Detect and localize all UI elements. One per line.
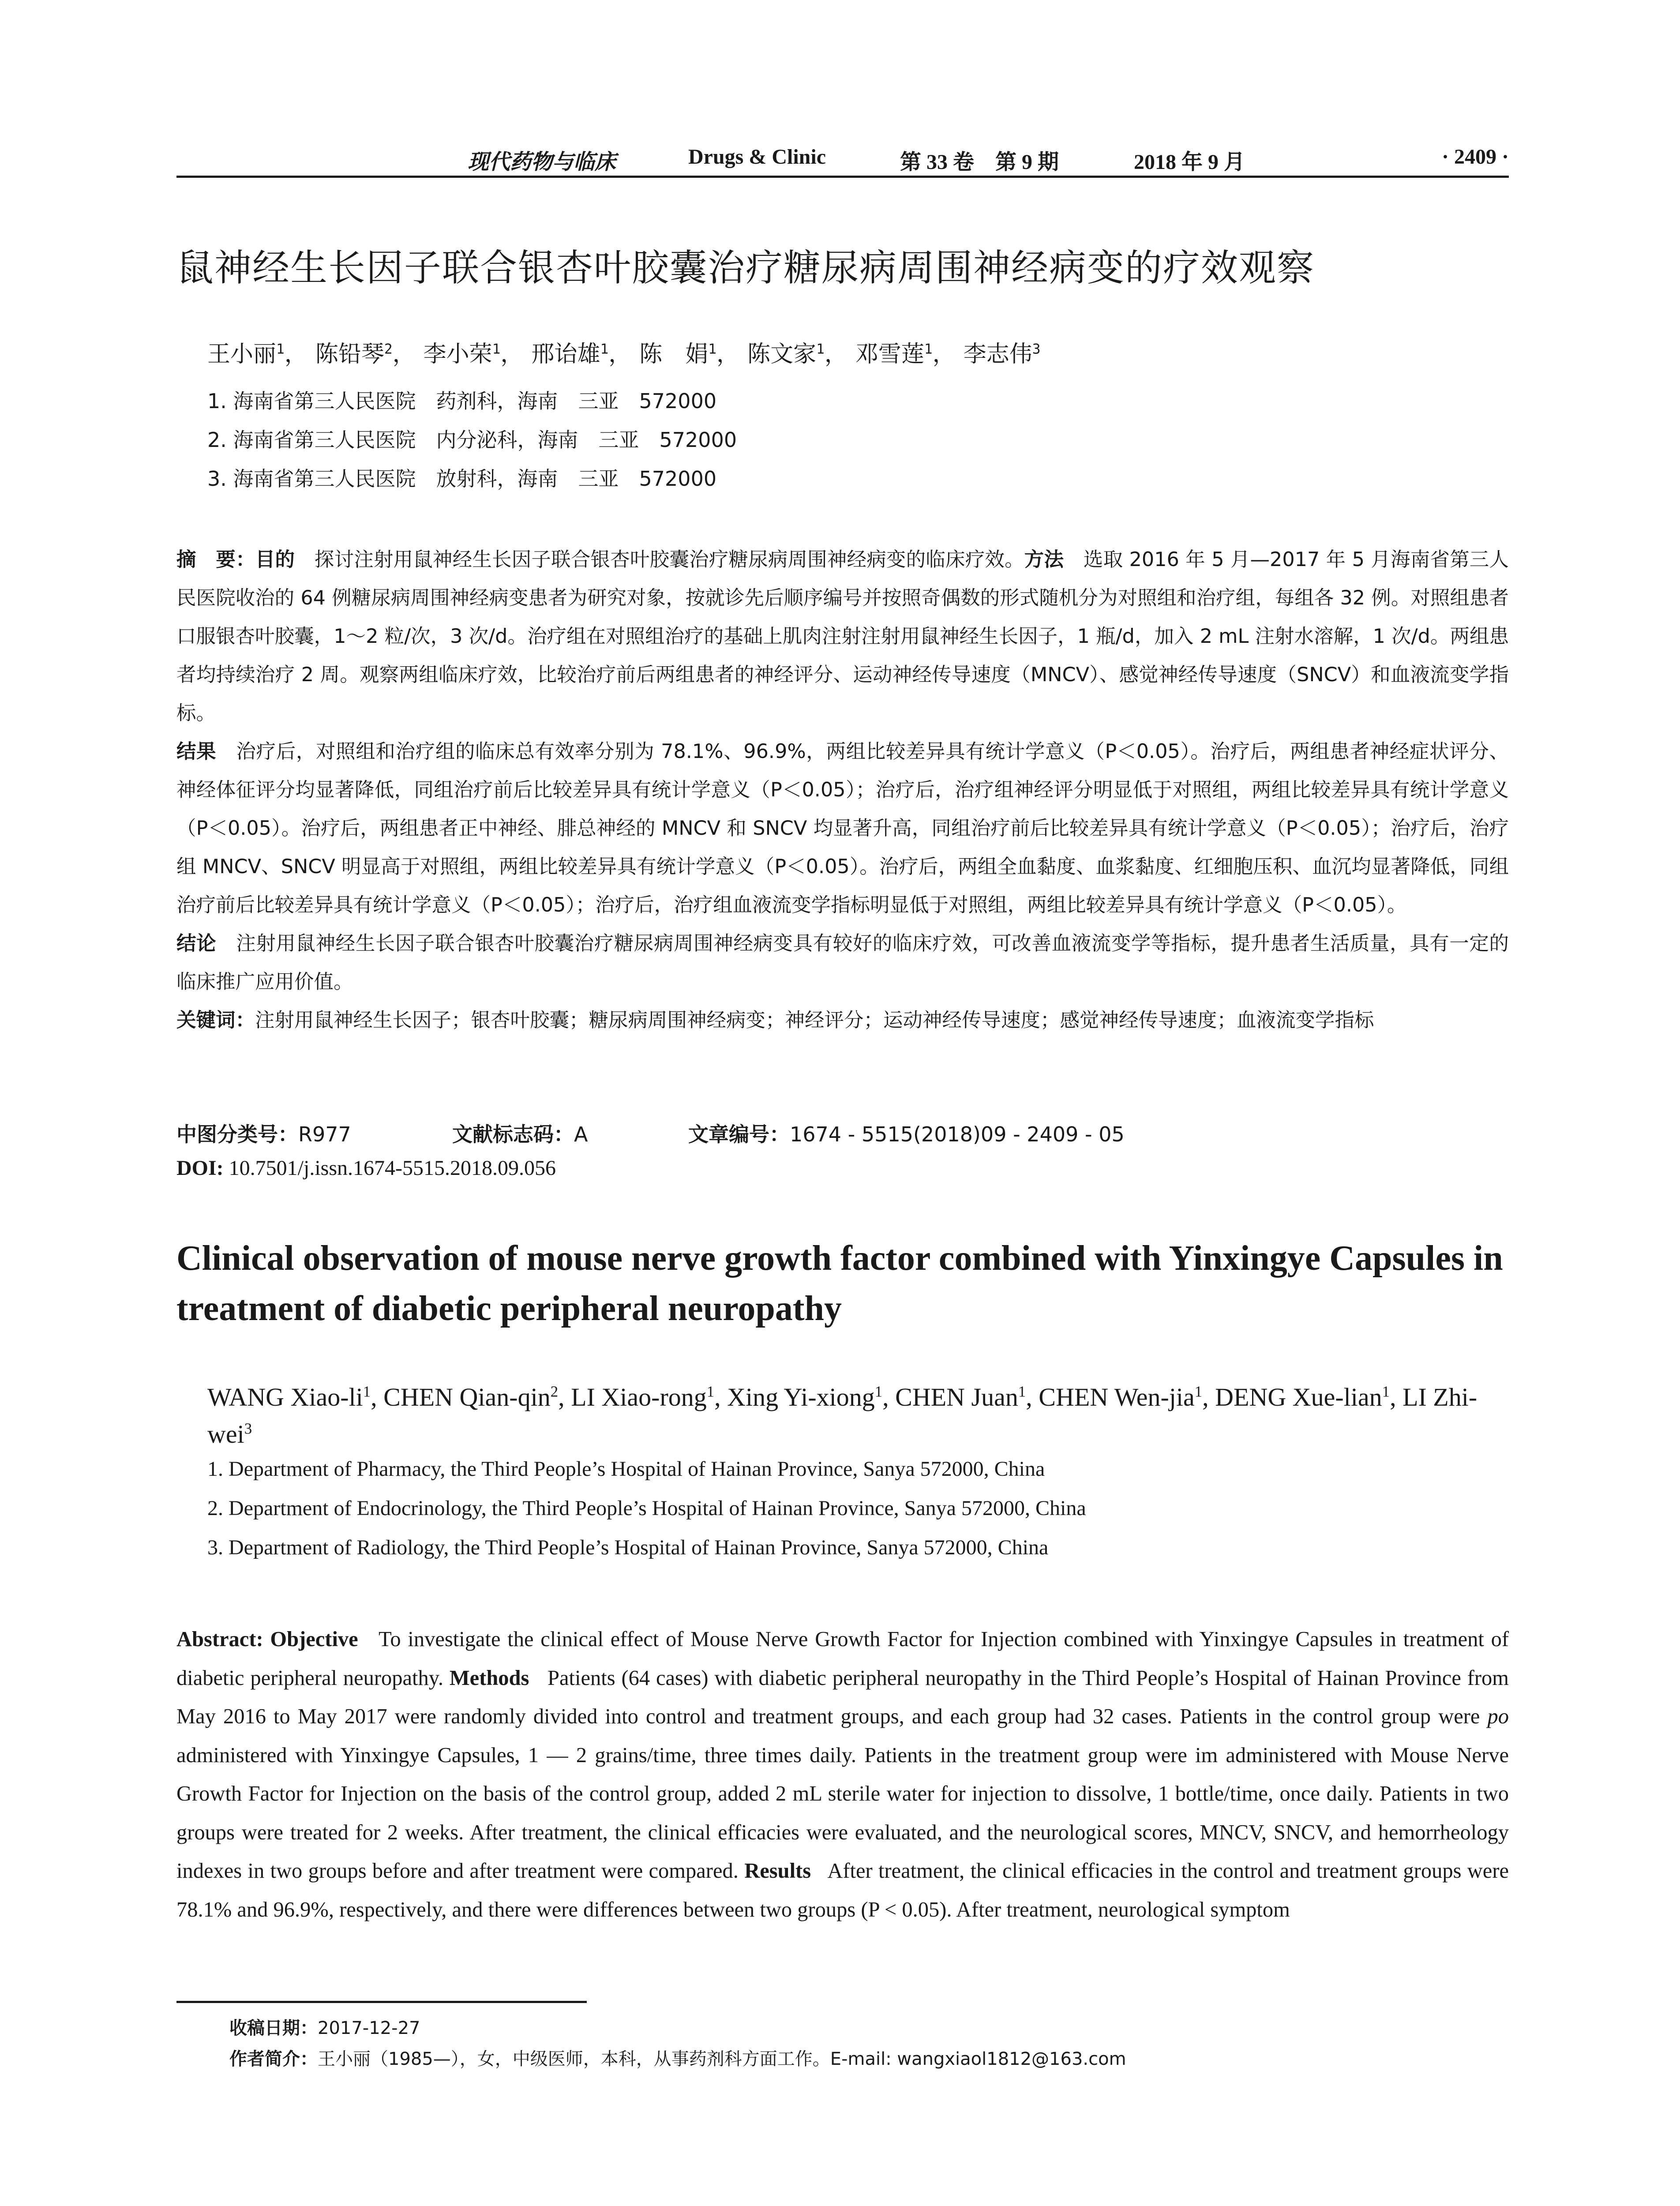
cn-results-paragraph [176,732,1509,924]
cn-methods-label: 方法 [1024,548,1064,571]
issue-date: 2018 年 9 月 [1134,150,1245,174]
article-number: 文章编号：1674 - 5515(2018)09 - 2409 - 05 [688,1122,1125,1146]
en-objective-label: Objective [270,1628,358,1651]
en-results-text: After treatment, the clinical efficacies in the control and treatment groups were 78.1% and 96.9%, respectively, and there were differences between two groups (P < 0.05). After treatment, neurological symptom [176,1859,1509,1921]
cn-author: 陈铅琴$^2$ [315,341,393,368]
clc-code: 中图分类号：R977 [176,1122,351,1146]
cn-author: 陈 娟$^1$ [639,341,717,368]
cn-author: 李志伟$^3$ [963,341,1041,368]
cn-author: 邢诒雄$^1$ [531,341,609,368]
page-number: · 2409 · [1441,145,1509,169]
en-abstract-label: Abstract: [176,1628,263,1651]
cn-keywords [176,1001,1509,1039]
en-abstract [176,1620,1509,1929]
en-article-title: Clinical observation of mouse nerve growth factor combined with Yinxingye Capsules in treatment of diabetic peripheral neuropathy [176,1239,1503,1328]
en-affiliation: 1. Department of Pharmacy, the Third People’s Hospital of Hainan Province, Sanya 572000, China [207,1457,1045,1481]
en-objective-text: To investigate the clinical effect of Mouse Nerve Growth Factor for Injection combined with Yinxingye Capsules in treatment of diabetic peripheral neuropathy. [176,1628,1509,1690]
cn-affiliation: 2. 海南省第三人民医院 内分泌科，海南 三亚 572000 [207,428,737,452]
doi-row [176,1156,1509,1182]
cn-affiliation: 3. 海南省第三人民医院 放射科，海南 三亚 572000 [207,467,717,491]
cn-abstract-body [176,540,1509,732]
cn-author: 王小丽$^1$ [207,341,285,368]
en-author: WANG Xiao-$li^1$ [207,1383,371,1411]
en-author: Xing Yi-xiong$^1$ [727,1383,883,1411]
author-bio-note: 作者简介：王小丽（1985—），女，中级医师，本科，从事药剂科方面工作。E-mail: wangxiaol1812@163.com [229,2049,1126,2069]
cn-affiliation-list [207,382,1487,498]
en-methods-text-a: Patients (64 cases) with diabetic peripheral neuropathy in the Third People’s Hospital of Hainan Province from May 2016 to May 2017 were randomly divided into control and treatment groups, and each group had 32 cases. Patients in the control group were [176,1666,1509,1728]
journal-name-en: Drugs & Clinic [688,145,826,169]
cn-keywords-text: 注射用鼠神经生长因子；银杏叶胶囊；糖尿病周围神经病变；神经评分；运动神经传导速度；感觉神经传导速度；血液流变学指标 [255,1009,1374,1032]
en-author: LI Zhi-wei$^3$ [207,1383,1478,1448]
classification-row [176,1118,1509,1145]
received-date-note: 收稿日期：2017-12-27 [229,2018,420,2038]
doi-link[interactable]: 10.7501/j.issn.1674-5515.2018.09.056 [229,1156,556,1180]
cn-affiliation: 1. 海南省第三人民医院 药剂科，海南 三亚 572000 [207,389,717,413]
en-methods-label: Methods [449,1666,529,1690]
cn-author-list: 王小丽$^1$， 陈铅琴$^2$， 李小荣$^1$， 邢诒雄$^1$， 陈 娟$^1$， 陈文家$^1$， 邓雪莲$^1$， 李志伟$^3$ [207,341,1041,368]
volume-issue: 第 33 卷 第 9 期 [900,150,1059,174]
cn-objective-text: 探讨注射用鼠神经生长因子联合银杏叶胶囊治疗糖尿病周围神经病变的临床疗效。 [314,548,1024,571]
document-code: 文献标志码：A [452,1122,588,1146]
cn-conclusion-text: 注射用鼠神经生长因子联合银杏叶胶囊治疗糖尿病周围神经病变具有较好的临床疗效，可改善血液流变学等指标，提升患者生活质量，具有一定的临床推广应用价值。 [176,932,1509,993]
en-methods-po: po [1487,1705,1509,1728]
en-author-list: WANG Xiao-$li^1$, CHEN Qian-qin$^2$, LI Xiao-rong$^1$, Xing Yi-xiong$^1$, CHEN Juan$^1$, CHEN Wen-jia$^1$, DENG Xue-lian$^1$, LI Zhi-wei$^3$ [207,1383,1478,1448]
doi-label: DOI: [176,1156,224,1180]
en-author: CHEN Qian-qin$^2$ [383,1383,559,1411]
en-affiliation: 2. Department of Endocrinology, the Third People’s Hospital of Hainan Province, Sanya 572000, China [207,1497,1086,1520]
en-author: DENG Xue-lian$^1$ [1215,1383,1390,1411]
en-results-label: Results [744,1859,811,1883]
cn-conclusion-label: 结论 [176,932,217,955]
footnote-divider [176,2001,587,2003]
running-header [176,140,1509,178]
cn-author: 邓雪莲$^1$ [855,341,933,368]
cn-abstract-label: 摘 要： [176,548,255,571]
en-author: CHEN Wen-jia$^1$ [1039,1383,1203,1411]
cn-abstract [176,540,1509,1039]
cn-results-text: 治疗后，对照组和治疗组的临床总有效率分别为 78.1%、96.9%，两组比较差异具有统计学意义（P＜0.05）。治疗后，两组患者神经症状评分、神经体征评分均显著降低，同组治疗前后比较差异具有统计学意义（P＜0.05）；治疗后，治疗组神经评分明显低于对照组，两组比较差异具有统计学意义（P＜0.05）。治疗后，两组患者正中神经、腓总神经的 MNCV 和 SNCV 均显著升高，同组治疗前后比较差异具有统计学意义（P＜0.05）；治疗后，治疗组 MNCV、SNCV 明显高于对照组，两组比较差异具有统计学意义（P＜0.05）。治疗后，两组全血黏度、血浆黏度、红细胞压积、血沉均显著降低，同组治疗前后比较差异具有统计学意义（P＜0.05）；治疗后，治疗组血液流变学指标明显低于对照组，两组比较差异具有统计学意义（P＜0.05）。 [176,740,1509,916]
en-author: LI Xiao-rong$^1$ [571,1383,715,1411]
cn-article-title: 鼠神经生长因子联合银杏叶胶囊治疗糖尿病周围神经病变的疗效观察 [176,246,1315,289]
en-affiliation: 3. Department of Radiology, the Third People’s Hospital of Hainan Province, Sanya 572000, China [207,1536,1049,1559]
cn-conclusion-paragraph [176,924,1509,1001]
journal-name-cn: 现代药物与临床 [468,150,616,174]
cn-results-label: 结果 [176,740,217,763]
en-methods-text-b: administered with Yinxingye Capsules, 1 — 2 grains/time, three times daily. Patients in the treatment group were im administered with Mouse Nerve Growth Factor for Injection on the basis of the control group, added 2 mL sterile water for injection to dissolve, 1 bottle/time, once daily. Patients in two groups were treated for 2 weeks. After treatment, the clinical efficacies were evaluated, and the neurological scores, MNCV, SNCV, and hemorrheology indexes in two groups before and after treatment were compared. [176,1743,1509,1883]
en-author: CHEN Juan$^1$ [895,1383,1026,1411]
cn-objective-label: 目的 [255,548,295,571]
cn-keywords-label: 关键词： [176,1009,255,1032]
cn-author: 陈文家$^1$ [747,341,825,368]
cn-methods-text: 选取 2016 年 5 月—2017 年 5 月海南省第三人民医院收治的 64 例糖尿病周围神经病变患者为研究对象，按就诊先后顺序编号并按照奇偶数的形式随机分为对照组和治疗组，每组各 32 例。对照组患者口服银杏叶胶囊，1～2 粒/次，3 次/d。治疗组在对照组治疗的基础上肌肉注射注射用鼠神经生长因子，1 瓶/d，加入 2 mL 注射水溶解，1 次/d。两组患者均持续治疗 2 周。观察两组临床疗效，比较治疗前后两组患者的神经评分、运动神经传导速度（MNCV）、感觉神经传导速度（SNCV）和血液流变学指标。 [176,548,1509,724]
cn-author: 李小荣$^1$ [423,341,501,368]
en-affiliation-list [207,1449,1487,1567]
